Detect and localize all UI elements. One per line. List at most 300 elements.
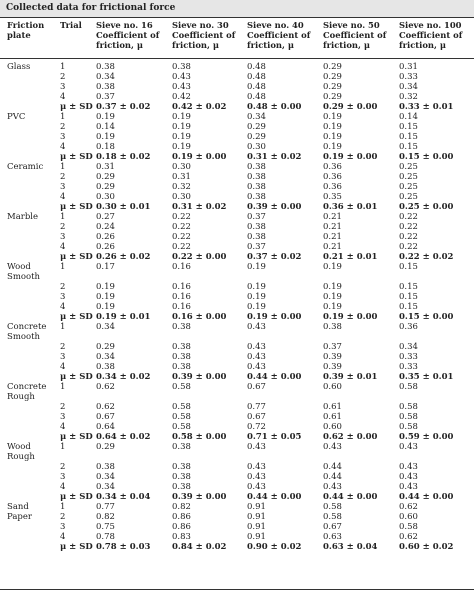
table-body bbox=[0, 59, 474, 552]
friction-value: 0.75 bbox=[96, 522, 115, 532]
friction-value: 0.63 bbox=[323, 532, 342, 542]
trial-number: 4 bbox=[60, 92, 66, 102]
table-row bbox=[0, 402, 474, 412]
friction-value: 0.43 bbox=[247, 442, 266, 452]
friction-value: 0.37 bbox=[323, 342, 342, 352]
friction-value: 0.21 bbox=[323, 212, 342, 222]
trial-number: 3 bbox=[60, 82, 66, 92]
friction-plate-label: Marble bbox=[7, 212, 39, 222]
friction-value: 0.38 bbox=[323, 322, 342, 332]
friction-value: 0.25 bbox=[399, 192, 418, 202]
friction-value: 0.38 bbox=[247, 182, 266, 192]
friction-value: 0.31 bbox=[399, 62, 418, 72]
header-line: friction, μ bbox=[96, 40, 143, 50]
mean-sd-value: 0.18 ± 0.02 bbox=[96, 152, 151, 162]
friction-value: 0.27 bbox=[96, 212, 115, 222]
friction-value: 0.31 bbox=[172, 172, 191, 182]
mean-sd-value: 0.19 ± 0.01 bbox=[96, 312, 151, 322]
friction-value: 0.62 bbox=[96, 402, 115, 412]
mean-sd-value: 0.33 ± 0.01 bbox=[399, 102, 454, 112]
table-row-mean-sd bbox=[0, 102, 474, 112]
friction-value: 0.58 bbox=[172, 402, 191, 412]
friction-value: 0.34 bbox=[96, 482, 115, 492]
friction-value: 0.19 bbox=[247, 282, 266, 292]
friction-value: 0.33 bbox=[399, 352, 418, 362]
table-row bbox=[0, 532, 474, 542]
friction-value: 0.19 bbox=[172, 132, 191, 142]
friction-value: 0.60 bbox=[323, 382, 342, 392]
trial-number: 1 bbox=[60, 162, 66, 172]
mean-sd-value: 0.64 ± 0.02 bbox=[96, 432, 151, 442]
table-row bbox=[0, 262, 474, 282]
table-row bbox=[0, 172, 474, 182]
friction-value: 0.58 bbox=[399, 522, 418, 532]
mean-sd-label: μ ± SD bbox=[60, 102, 93, 112]
trial-number: 4 bbox=[60, 192, 66, 202]
header-line: Coefficient of bbox=[247, 30, 311, 40]
friction-value: 0.61 bbox=[323, 412, 342, 422]
table-row bbox=[0, 92, 474, 102]
header-line: friction, μ bbox=[172, 40, 219, 50]
table-row bbox=[0, 232, 474, 242]
trial-number: 1 bbox=[60, 212, 66, 222]
mean-sd-value: 0.19 ± 0.00 bbox=[172, 152, 227, 162]
table-row bbox=[0, 412, 474, 422]
friction-value: 0.82 bbox=[172, 502, 191, 512]
friction-value: 0.29 bbox=[96, 442, 115, 452]
friction-value: 0.58 bbox=[323, 512, 342, 522]
mean-sd-value: 0.90 ± 0.02 bbox=[247, 542, 302, 552]
friction-value: 0.29 bbox=[323, 72, 342, 82]
friction-value: 0.72 bbox=[247, 422, 266, 432]
trial-number: 3 bbox=[60, 132, 66, 142]
friction-value: 0.25 bbox=[399, 162, 418, 172]
friction-value: 0.86 bbox=[172, 522, 191, 532]
friction-value: 0.39 bbox=[323, 362, 342, 372]
friction-value: 0.16 bbox=[172, 262, 191, 272]
mean-sd-label: μ ± SD bbox=[60, 202, 93, 212]
table-row-mean-sd bbox=[0, 312, 474, 322]
friction-value: 0.19 bbox=[323, 292, 342, 302]
trial-number: 4 bbox=[60, 302, 66, 312]
trial-number: 1 bbox=[60, 112, 66, 122]
friction-value: 0.15 bbox=[399, 292, 418, 302]
table-row-mean-sd bbox=[0, 372, 474, 382]
table-row-mean-sd bbox=[0, 252, 474, 262]
trial-number: 4 bbox=[60, 422, 66, 432]
friction-value: 0.58 bbox=[172, 412, 191, 422]
friction-plate-label: Wood Smooth bbox=[7, 262, 41, 282]
trial-number: 1 bbox=[60, 322, 66, 332]
friction-value: 0.38 bbox=[247, 192, 266, 202]
friction-value: 0.34 bbox=[96, 72, 115, 82]
friction-value: 0.29 bbox=[323, 82, 342, 92]
mean-sd-value: 0.60 ± 0.02 bbox=[399, 542, 454, 552]
table-row bbox=[0, 522, 474, 532]
friction-value: 0.30 bbox=[96, 192, 115, 202]
table-row-mean-sd bbox=[0, 542, 474, 552]
friction-value: 0.34 bbox=[96, 472, 115, 482]
friction-value: 0.43 bbox=[172, 72, 191, 82]
friction-value: 0.62 bbox=[399, 532, 418, 542]
friction-value: 0.36 bbox=[323, 182, 342, 192]
friction-value: 0.30 bbox=[172, 162, 191, 172]
friction-value: 0.19 bbox=[96, 292, 115, 302]
friction-value: 0.38 bbox=[247, 172, 266, 182]
friction-value: 0.58 bbox=[172, 382, 191, 392]
friction-value: 0.38 bbox=[96, 462, 115, 472]
friction-value: 0.15 bbox=[399, 122, 418, 132]
friction-value: 0.16 bbox=[172, 282, 191, 292]
table-row bbox=[0, 222, 474, 232]
header-line: Sieve no. 30 bbox=[172, 20, 229, 30]
header-line: Sieve no. 16 bbox=[96, 20, 153, 30]
mean-sd-value: 0.19 ± 0.00 bbox=[247, 312, 302, 322]
trial-number: 3 bbox=[60, 472, 66, 482]
trial-number: 3 bbox=[60, 182, 66, 192]
friction-value: 0.48 bbox=[247, 72, 266, 82]
friction-value: 0.38 bbox=[247, 232, 266, 242]
header-line: Coefficient of bbox=[399, 30, 463, 40]
mean-sd-value: 0.36 ± 0.01 bbox=[323, 202, 378, 212]
friction-value: 0.58 bbox=[172, 422, 191, 432]
friction-plate-label: Wood Rough bbox=[7, 442, 35, 462]
mean-sd-value: 0.62 ± 0.00 bbox=[323, 432, 378, 442]
friction-value: 0.77 bbox=[247, 402, 266, 412]
table-row bbox=[0, 322, 474, 342]
header-trial bbox=[60, 20, 82, 30]
friction-value: 0.31 bbox=[96, 162, 115, 172]
friction-value: 0.43 bbox=[399, 442, 418, 452]
trial-number: 4 bbox=[60, 482, 66, 492]
table-row bbox=[0, 282, 474, 292]
mean-sd-label: μ ± SD bbox=[60, 252, 93, 262]
friction-value: 0.43 bbox=[172, 82, 191, 92]
friction-value: 0.19 bbox=[323, 132, 342, 142]
mean-sd-label: μ ± SD bbox=[60, 542, 93, 552]
friction-value: 0.38 bbox=[247, 222, 266, 232]
mean-sd-value: 0.44 ± 0.00 bbox=[247, 492, 302, 502]
mean-sd-label: μ ± SD bbox=[60, 372, 93, 382]
friction-value: 0.19 bbox=[96, 282, 115, 292]
table-row bbox=[0, 482, 474, 492]
friction-value: 0.30 bbox=[172, 192, 191, 202]
mean-sd-value: 0.22 ± 0.00 bbox=[172, 252, 227, 262]
friction-plate-label: Glass bbox=[7, 62, 31, 72]
friction-value: 0.19 bbox=[323, 282, 342, 292]
table-row bbox=[0, 182, 474, 192]
friction-value: 0.29 bbox=[96, 342, 115, 352]
table-row bbox=[0, 82, 474, 92]
friction-value: 0.35 bbox=[323, 192, 342, 202]
table-row bbox=[0, 212, 474, 222]
friction-value: 0.17 bbox=[96, 262, 115, 272]
friction-value: 0.44 bbox=[323, 472, 342, 482]
friction-value: 0.22 bbox=[399, 222, 418, 232]
table-caption: Collected data for frictional force bbox=[0, 0, 474, 17]
mean-sd-value: 0.16 ± 0.00 bbox=[172, 312, 227, 322]
friction-value: 0.67 bbox=[96, 412, 115, 422]
table-row bbox=[0, 62, 474, 72]
friction-value: 0.38 bbox=[96, 82, 115, 92]
friction-value: 0.22 bbox=[172, 242, 191, 252]
friction-plate-label: Ceramic bbox=[7, 162, 44, 172]
mean-sd-value: 0.31 ± 0.02 bbox=[172, 202, 227, 212]
friction-value: 0.38 bbox=[172, 462, 191, 472]
mean-sd-value: 0.25 ± 0.00 bbox=[399, 202, 454, 212]
friction-value: 0.38 bbox=[172, 322, 191, 332]
friction-value: 0.26 bbox=[96, 242, 115, 252]
table-row bbox=[0, 442, 474, 462]
trial-number: 3 bbox=[60, 292, 66, 302]
trial-number: 4 bbox=[60, 532, 66, 542]
friction-value: 0.34 bbox=[96, 352, 115, 362]
header-line: Coefficient of bbox=[323, 30, 387, 40]
table-row bbox=[0, 242, 474, 252]
header-trial-label: Trial bbox=[60, 20, 82, 30]
friction-value: 0.19 bbox=[323, 262, 342, 272]
friction-value: 0.77 bbox=[96, 502, 115, 512]
friction-value: 0.37 bbox=[96, 92, 115, 102]
friction-value: 0.38 bbox=[96, 62, 115, 72]
friction-value: 0.42 bbox=[172, 92, 191, 102]
friction-value: 0.15 bbox=[399, 262, 418, 272]
friction-value: 0.15 bbox=[399, 132, 418, 142]
mean-sd-value: 0.29 ± 0.00 bbox=[323, 102, 378, 112]
friction-value: 0.58 bbox=[399, 412, 418, 422]
mean-sd-value: 0.44 ± 0.00 bbox=[247, 372, 302, 382]
friction-value: 0.43 bbox=[247, 462, 266, 472]
mean-sd-value: 0.34 ± 0.04 bbox=[96, 492, 151, 502]
mean-sd-value: 0.39 ± 0.00 bbox=[172, 492, 227, 502]
friction-value: 0.19 bbox=[323, 122, 342, 132]
table-row bbox=[0, 112, 474, 122]
friction-value: 0.18 bbox=[96, 142, 115, 152]
trial-number: 3 bbox=[60, 522, 66, 532]
header-friction-plate bbox=[7, 20, 44, 40]
friction-value: 0.58 bbox=[399, 402, 418, 412]
friction-value: 0.29 bbox=[323, 62, 342, 72]
header-line: Coefficient of bbox=[172, 30, 236, 40]
mean-sd-value: 0.63 ± 0.04 bbox=[323, 542, 378, 552]
friction-value: 0.19 bbox=[323, 142, 342, 152]
mean-sd-value: 0.21 ± 0.01 bbox=[323, 252, 378, 262]
friction-value: 0.34 bbox=[96, 322, 115, 332]
trial-number: 1 bbox=[60, 382, 66, 392]
table-row bbox=[0, 302, 474, 312]
trial-number: 2 bbox=[60, 122, 66, 132]
friction-value: 0.29 bbox=[247, 122, 266, 132]
table-row bbox=[0, 422, 474, 432]
friction-plate-label: PVC bbox=[7, 112, 26, 122]
friction-value: 0.29 bbox=[247, 132, 266, 142]
trial-number: 4 bbox=[60, 242, 66, 252]
mean-sd-label: μ ± SD bbox=[60, 492, 93, 502]
trial-number: 2 bbox=[60, 402, 66, 412]
mean-sd-value: 0.35 ± 0.01 bbox=[399, 372, 454, 382]
friction-value: 0.60 bbox=[399, 512, 418, 522]
mean-sd-value: 0.30 ± 0.01 bbox=[96, 202, 151, 212]
friction-value: 0.14 bbox=[399, 112, 418, 122]
friction-value: 0.36 bbox=[323, 162, 342, 172]
header-line: Sieve no. 50 bbox=[323, 20, 380, 30]
friction-value: 0.19 bbox=[96, 302, 115, 312]
header-line: friction, μ bbox=[247, 40, 294, 50]
trial-number: 2 bbox=[60, 342, 66, 352]
friction-value: 0.19 bbox=[96, 112, 115, 122]
friction-value: 0.34 bbox=[399, 82, 418, 92]
friction-value: 0.62 bbox=[96, 382, 115, 392]
friction-value: 0.91 bbox=[247, 512, 266, 522]
friction-value: 0.33 bbox=[399, 72, 418, 82]
mean-sd-value: 0.31 ± 0.02 bbox=[247, 152, 302, 162]
header-line: friction, μ bbox=[399, 40, 446, 50]
friction-value: 0.19 bbox=[247, 262, 266, 272]
friction-value: 0.58 bbox=[399, 382, 418, 392]
trial-number: 1 bbox=[60, 262, 66, 272]
table-row bbox=[0, 132, 474, 142]
friction-value: 0.67 bbox=[323, 522, 342, 532]
friction-value: 0.22 bbox=[172, 222, 191, 232]
trial-number: 3 bbox=[60, 232, 66, 242]
mean-sd-value: 0.59 ± 0.00 bbox=[399, 432, 454, 442]
trial-number: 1 bbox=[60, 502, 66, 512]
friction-value: 0.83 bbox=[172, 532, 191, 542]
friction-value: 0.43 bbox=[247, 362, 266, 372]
table-row-mean-sd bbox=[0, 492, 474, 502]
table-row bbox=[0, 352, 474, 362]
friction-value: 0.43 bbox=[323, 482, 342, 492]
mean-sd-value: 0.44 ± 0.00 bbox=[323, 492, 378, 502]
table-row bbox=[0, 292, 474, 302]
mean-sd-value: 0.71 ± 0.05 bbox=[247, 432, 302, 442]
mean-sd-value: 0.39 ± 0.01 bbox=[323, 372, 378, 382]
trial-number: 2 bbox=[60, 72, 66, 82]
header-line: Sieve no. 40 bbox=[247, 20, 304, 30]
friction-value: 0.19 bbox=[247, 292, 266, 302]
friction-plate-label: Concrete Smooth bbox=[7, 322, 47, 342]
friction-value: 0.64 bbox=[96, 422, 115, 432]
trial-number: 2 bbox=[60, 462, 66, 472]
friction-value: 0.38 bbox=[172, 442, 191, 452]
friction-value: 0.37 bbox=[247, 242, 266, 252]
friction-value: 0.67 bbox=[247, 412, 266, 422]
header-line: friction, μ bbox=[323, 40, 370, 50]
header-plate-line2: plate bbox=[7, 30, 31, 40]
friction-value: 0.43 bbox=[323, 442, 342, 452]
table-row bbox=[0, 512, 474, 522]
friction-value: 0.21 bbox=[323, 232, 342, 242]
friction-value: 0.15 bbox=[399, 302, 418, 312]
header-sieve-40 bbox=[247, 20, 310, 50]
table-row-mean-sd bbox=[0, 152, 474, 162]
mean-sd-label: μ ± SD bbox=[60, 432, 93, 442]
friction-value: 0.32 bbox=[172, 182, 191, 192]
table-row bbox=[0, 192, 474, 202]
friction-value: 0.29 bbox=[323, 92, 342, 102]
mean-sd-value: 0.44 ± 0.00 bbox=[399, 492, 454, 502]
friction-value: 0.36 bbox=[323, 172, 342, 182]
friction-value: 0.25 bbox=[399, 182, 418, 192]
friction-value: 0.43 bbox=[399, 462, 418, 472]
friction-value: 0.86 bbox=[172, 512, 191, 522]
friction-plate-label: Sand Paper bbox=[7, 502, 32, 522]
friction-value: 0.38 bbox=[247, 162, 266, 172]
friction-value: 0.43 bbox=[247, 472, 266, 482]
mean-sd-value: 0.58 ± 0.00 bbox=[172, 432, 227, 442]
friction-value: 0.22 bbox=[399, 232, 418, 242]
friction-value: 0.19 bbox=[172, 122, 191, 132]
friction-value: 0.61 bbox=[323, 402, 342, 412]
friction-value: 0.91 bbox=[247, 532, 266, 542]
friction-value: 0.25 bbox=[399, 172, 418, 182]
friction-value: 0.78 bbox=[96, 532, 115, 542]
mean-sd-value: 0.78 ± 0.03 bbox=[96, 542, 151, 552]
friction-value: 0.15 bbox=[399, 282, 418, 292]
header-line: Coefficient of bbox=[96, 30, 160, 40]
friction-value: 0.34 bbox=[247, 112, 266, 122]
friction-value: 0.91 bbox=[247, 502, 266, 512]
trial-number: 1 bbox=[60, 442, 66, 452]
friction-value: 0.43 bbox=[247, 342, 266, 352]
table-row bbox=[0, 342, 474, 352]
friction-value: 0.43 bbox=[247, 322, 266, 332]
trial-number: 2 bbox=[60, 282, 66, 292]
friction-value: 0.38 bbox=[96, 362, 115, 372]
table-row bbox=[0, 382, 474, 402]
mean-sd-value: 0.39 ± 0.00 bbox=[172, 372, 227, 382]
friction-value: 0.58 bbox=[323, 502, 342, 512]
friction-value: 0.48 bbox=[247, 82, 266, 92]
friction-value: 0.38 bbox=[172, 362, 191, 372]
header-sieve-30 bbox=[172, 20, 235, 50]
friction-value: 0.39 bbox=[323, 352, 342, 362]
table-row bbox=[0, 142, 474, 152]
mean-sd-value: 0.37 ± 0.02 bbox=[96, 102, 151, 112]
trial-number: 2 bbox=[60, 512, 66, 522]
table-header bbox=[0, 18, 474, 58]
table-bottom-rule bbox=[0, 589, 474, 590]
table-row bbox=[0, 462, 474, 472]
mean-sd-value: 0.15 ± 0.00 bbox=[399, 152, 454, 162]
mean-sd-value: 0.84 ± 0.02 bbox=[172, 542, 227, 552]
friction-value: 0.19 bbox=[172, 142, 191, 152]
friction-value: 0.26 bbox=[96, 232, 115, 242]
table-row bbox=[0, 72, 474, 82]
friction-value: 0.38 bbox=[172, 352, 191, 362]
friction-value: 0.22 bbox=[172, 232, 191, 242]
friction-value: 0.38 bbox=[172, 482, 191, 492]
friction-value: 0.91 bbox=[247, 522, 266, 532]
friction-value: 0.38 bbox=[172, 62, 191, 72]
table-row bbox=[0, 122, 474, 132]
mean-sd-value: 0.37 ± 0.02 bbox=[247, 252, 302, 262]
friction-value: 0.19 bbox=[96, 132, 115, 142]
friction-value: 0.16 bbox=[172, 292, 191, 302]
friction-value: 0.29 bbox=[96, 172, 115, 182]
friction-value: 0.33 bbox=[399, 362, 418, 372]
mean-sd-value: 0.39 ± 0.00 bbox=[247, 202, 302, 212]
friction-value: 0.62 bbox=[399, 502, 418, 512]
trial-number: 4 bbox=[60, 362, 66, 372]
friction-value: 0.29 bbox=[96, 182, 115, 192]
friction-value: 0.22 bbox=[399, 212, 418, 222]
friction-plate-label: Concrete Rough bbox=[7, 382, 47, 402]
table-row bbox=[0, 472, 474, 482]
trial-number: 2 bbox=[60, 172, 66, 182]
friction-value: 0.43 bbox=[247, 482, 266, 492]
friction-value: 0.16 bbox=[172, 302, 191, 312]
